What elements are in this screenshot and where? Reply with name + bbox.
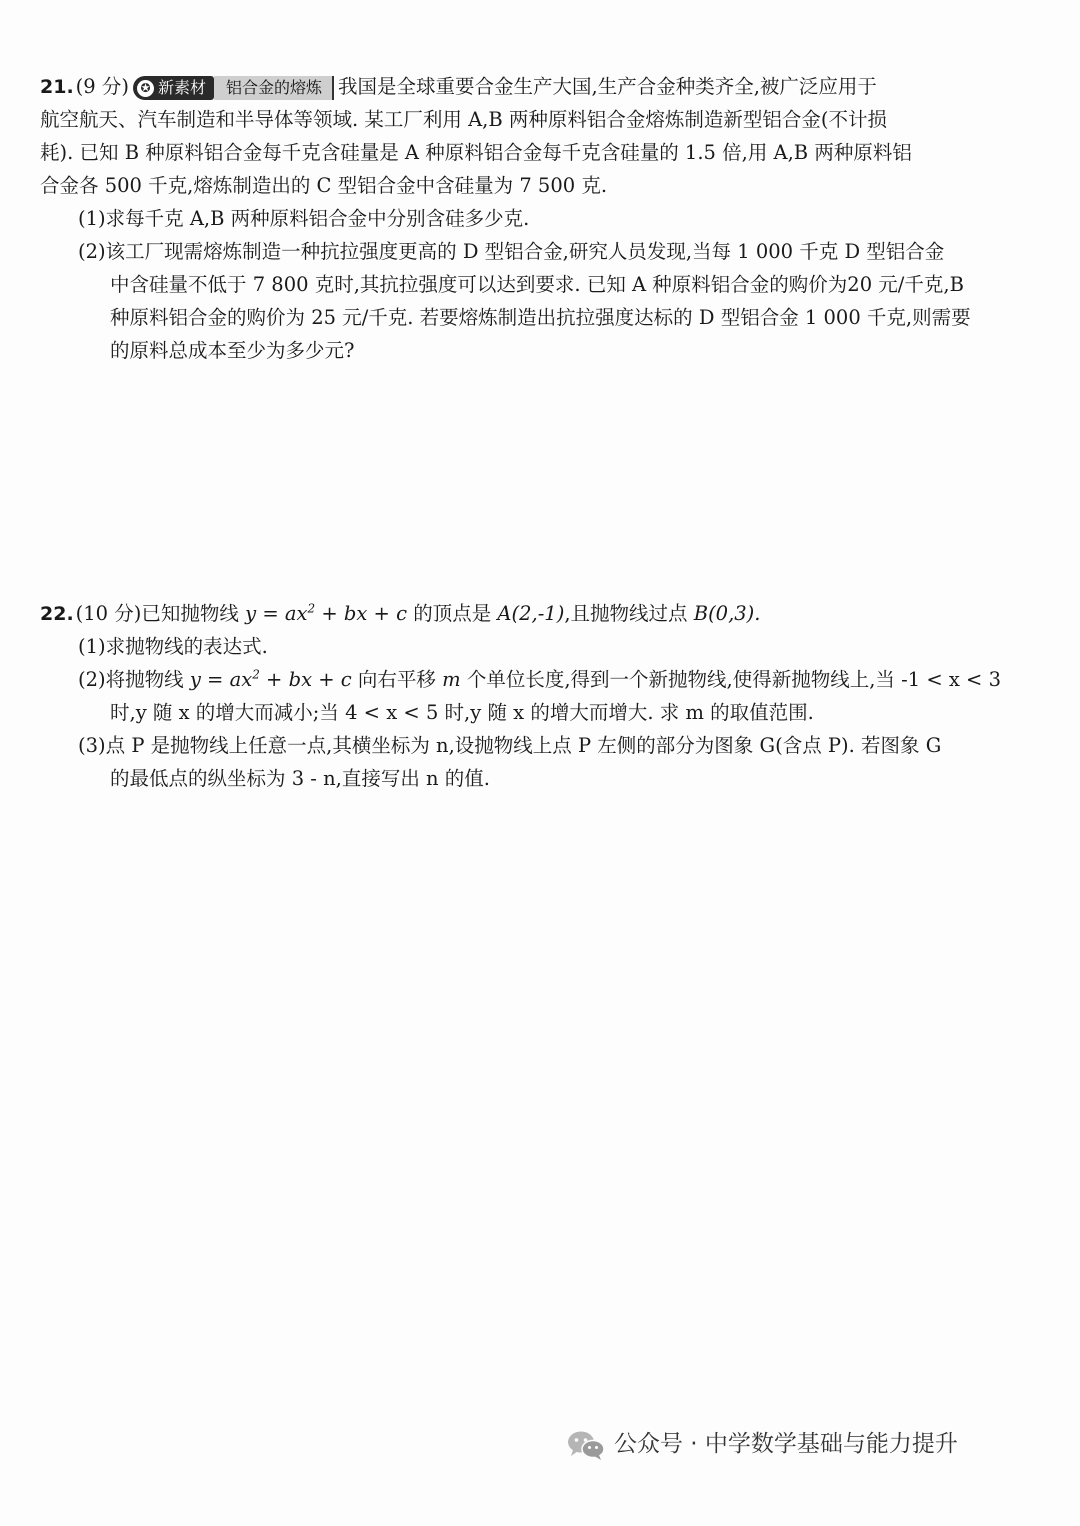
star-icon: ✪ (137, 80, 154, 97)
question-number: 21. (40, 76, 74, 98)
vertex-point: A(2,-1) (497, 602, 565, 625)
question-points: (9 分) (75, 75, 129, 98)
question-21-part-1: (1)求每千克 A,B 两种原料铝合金中分别含硅多少克. (78, 207, 530, 230)
question-22 (40, 597, 1040, 795)
question-21 (40, 70, 1040, 367)
question-21-part-2-cont: 种原料铝合金的购价为 25 元/千克. 若要熔炼制造出抗拉强度达标的 D 型铝合金 1 000 千克,则需要 (110, 306, 971, 329)
wechat-footer (566, 1424, 1056, 1464)
question-21-part-2-cont: 的原料总成本至少为多少元? (110, 339, 355, 362)
question-22-part-1: (1)求抛物线的表达式. (78, 635, 268, 658)
footer-text: 公众号 · 中学数学基础与能力提升 (614, 1431, 958, 1457)
parabola-equation: $y = ax^2$ + bx + c (245, 601, 408, 625)
given-point: B(0,3). (693, 602, 761, 625)
question-stem-text: 我国是全球重要合金生产大国,生产合金种类齐全,被广泛应用于 (338, 75, 877, 98)
question-22-line-1 (40, 597, 1040, 630)
question-22-part-2: (2)将抛物线 $y = ax^2$ + bx + c 向右平移 m 个单位长度,得到一个新抛物线,使得新抛物线上,当 -1 < x < 3 (78, 667, 1002, 691)
question-21-line-1 (40, 70, 1040, 103)
question-stem-text: ,且抛物线过点 (564, 602, 694, 625)
question-21-part-2-cont: 中含硅量不低于 7 800 克时,其抗拉强度可以达到要求. 已知 A 种原料铝合金的购价为20 元/千克,B (110, 273, 964, 296)
topic-tag: 铝合金的熔炼 (214, 76, 334, 100)
wechat-icon (566, 1429, 606, 1461)
question-22-part-3-cont: 的最低点的纵坐标为 3 - n,直接写出 n 的值. (110, 767, 491, 790)
variable-m: m (442, 668, 461, 691)
question-22-part-3: (3)点 P 是抛物线上任意一点,其横坐标为 n,设抛物线上点 P 左侧的部分为图象 G(含点 P). 若图象 G (78, 734, 942, 757)
question-stem-text: 耗). 已知 B 种原料铝合金每千克含硅量是 A 种原料铝合金每千克含硅量的 1.5 倍,用 A,B 两种原料铝 (40, 141, 912, 164)
question-stem-text: 合金各 500 千克,熔炼制造出的 C 型铝合金中含硅量为 7 500 克. (40, 174, 608, 197)
parabola-equation: $y = ax^2$ + bx + c (189, 667, 352, 691)
question-21-part-2: (2)该工厂现需熔炼制造一种抗拉强度更高的 D 型铝合金,研究人员发现,当每 1 000 千克 D 型铝合金 (78, 240, 945, 263)
question-stem-text: 已知抛物线 (141, 602, 246, 625)
question-points: (10 分) (75, 602, 142, 625)
question-stem-text: 的顶点是 (407, 602, 498, 625)
question-number: 22. (40, 603, 74, 625)
question-stem-text: 航空航天、汽车制造和半导体等领域. 某工厂利用 A,B 两种原料铝合金熔炼制造新型铝合金(不计损 (40, 108, 888, 131)
question-22-part-2-cont: 时,y 随 x 的增大而减小;当 4 < x < 5 时,y 随 x 的增大而增大. 求 m 的取值范围. (110, 701, 814, 724)
badge-label: 新素材 (158, 77, 207, 97)
new-material-badge (133, 76, 214, 100)
